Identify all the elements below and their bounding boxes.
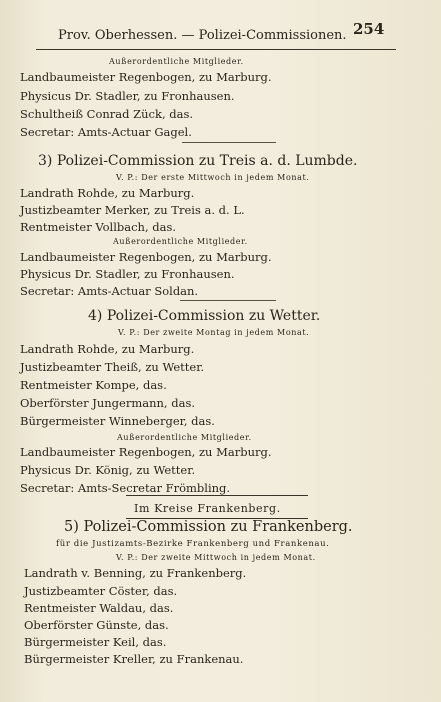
- section3-member-1: Landrath Rohde, zu Marburg.: [20, 186, 195, 200]
- section5-member-1: Landrath v. Benning, zu Frankenberg.: [24, 566, 247, 580]
- section3-extra-1: Landbaumeister Regenbogen, zu Marburg.: [20, 250, 272, 264]
- block1-line-3: Schultheiß Conrad Zück, das.: [20, 107, 194, 121]
- section3-member-2: Justizbeamter Merker, zu Treis a. d. L.: [20, 203, 245, 217]
- section4-secretary: Secretar: Amts-Secretar Frömbling.: [20, 481, 231, 495]
- section3-subhead: Außerordentliche Mitglieder.: [113, 237, 248, 246]
- header-rule: [36, 49, 396, 50]
- section3-session: V. P.: Der erste Mittwoch in jedem Monat.: [116, 173, 310, 182]
- section5-member-2: Justizbeamter Cöster, das.: [24, 584, 178, 598]
- district-heading: Im Kreise Frankenberg.: [134, 502, 281, 515]
- section3-secretary: Secretar: Amts-Actuar Soldan.: [20, 284, 199, 298]
- section5-member-3: Rentmeister Waldau, das.: [24, 601, 174, 615]
- section5-member-5: Bürgermeister Keil, das.: [24, 635, 167, 649]
- block1-subhead: Außerordentliche Mitglieder.: [109, 57, 244, 66]
- section3-member-3: Rentmeister Vollbach, das.: [20, 220, 177, 234]
- section5-session: V. P.: Der zweite Mittwoch in jedem Monat.: [116, 553, 316, 562]
- section4-member-3: Rentmeister Kompe, das.: [20, 378, 167, 392]
- section4-session: V. P.: Der zweite Montag in jedem Monat.: [118, 328, 310, 337]
- section4-extra-1: Landbaumeister Regenbogen, zu Marburg.: [20, 445, 272, 459]
- section5-scope: für die Justizamts-Bezirke Frankenberg und Frankenau.: [56, 539, 330, 549]
- divider-2: [180, 300, 276, 301]
- block1-line-2: Physicus Dr. Stadler, zu Fronhausen.: [20, 89, 235, 103]
- section4-subhead: Außerordentliche Mitglieder.: [117, 433, 252, 442]
- section3-extra-2: Physicus Dr. Stadler, zu Fronhausen.: [20, 267, 235, 281]
- section4-member-2: Justizbeamter Theiß, zu Wetter.: [20, 360, 205, 374]
- divider-1: [182, 142, 276, 143]
- section5-member-4: Oberförster Günste, das.: [24, 618, 169, 632]
- section4-extra-2: Physicus Dr. König, zu Wetter.: [20, 463, 196, 477]
- section3-title: 3) Polizei-Commission zu Treis a. d. Lumbde.: [38, 153, 358, 169]
- block1-secretary: Secretar: Amts-Actuar Gagel.: [20, 125, 192, 139]
- section4-member-5: Bürgermeister Winneberger, das.: [20, 414, 215, 428]
- section5-title: 5) Polizei-Commission zu Frankenberg.: [64, 519, 353, 535]
- section4-title: 4) Polizei-Commission zu Wetter.: [88, 308, 321, 324]
- page-number: 254: [353, 20, 385, 38]
- section4-member-4: Oberförster Jungermann, das.: [20, 396, 195, 410]
- divider-3: [126, 495, 308, 496]
- block1-line-1: Landbaumeister Regenbogen, zu Marburg.: [20, 70, 272, 84]
- running-header: Prov. Oberhessen. — Polizei-Commissionen.: [58, 28, 347, 43]
- section5-member-6: Bürgermeister Kreller, zu Frankenau.: [24, 652, 244, 666]
- section4-member-1: Landrath Rohde, zu Marburg.: [20, 342, 195, 356]
